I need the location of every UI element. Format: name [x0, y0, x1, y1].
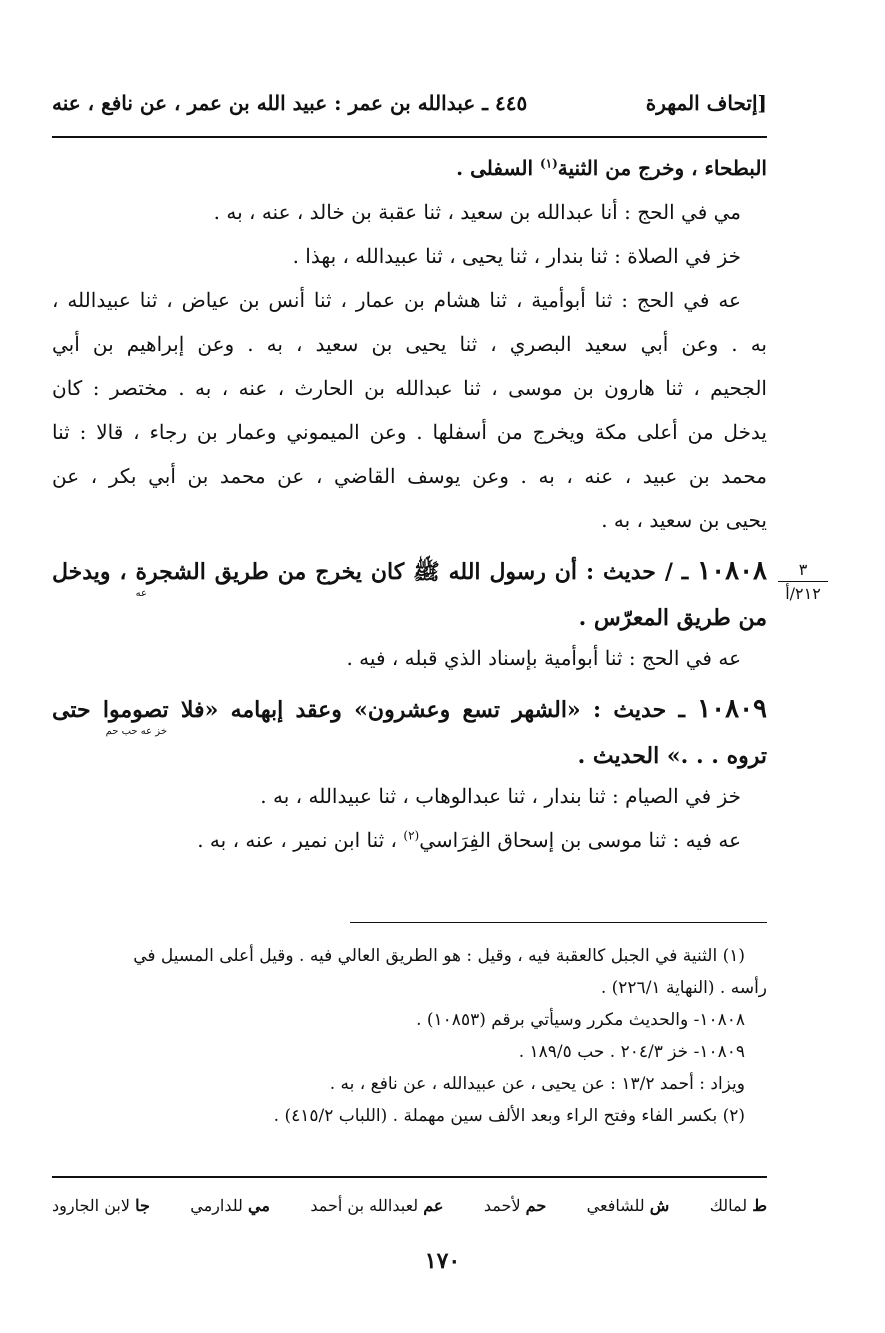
legend-item: مي للدارمي	[190, 1195, 270, 1215]
footnote: رأسه . (النهاية ٢٢٦/١) .	[600, 978, 767, 998]
margin-volume: ٣	[798, 560, 808, 579]
hadith-heading: ١٠٨٠٩ ـ حديث : «الشهر تسع وعشرون» وعقد إبهامه «فلا تصوموا حتى	[52, 694, 767, 724]
sigla: خز عه حب حم	[105, 726, 167, 737]
hadith-heading: ١٠٨٠٨ ـ / حديث : أن رسول الله ﷺ كان يخرج من طريق الشجرة ، ويدخل	[52, 556, 767, 586]
margin-divider	[778, 581, 828, 582]
margin-folio: ٢١٢/أ	[785, 584, 821, 603]
footnote-ref[interactable]: (٢)	[403, 828, 420, 843]
footnotes	[52, 940, 767, 1132]
source-line: عه فيه : ثنا موسى بن إسحاق الفِرَاسي$^{(٢)}$ ، ثنا ابن نمير ، عنه ، به .	[197, 828, 741, 852]
text-line: خز في الصلاة : ثنا بندار ، ثنا يحيى ، ثنا عبيدالله ، بهذا .	[292, 244, 741, 268]
sigla: عه	[135, 588, 147, 599]
hadith-continuation: من طريق المعرّس .	[578, 605, 767, 631]
footnote: ١٠٨٠٨- والحديث مكرر وسيأتي برقم (١٠٨٥٣) .	[416, 1010, 745, 1030]
text-line: يحيى بن سعيد ، به .	[601, 508, 767, 532]
legend-item: عم لعبدالله بن أحمد	[310, 1195, 444, 1215]
page-number: ١٧٠	[424, 1248, 461, 1274]
hadith-number: ١٠٨٠٩	[697, 694, 767, 724]
main-text	[52, 146, 767, 862]
footnote: (٢) بكسر الفاء وفتح الراء وبعد الألف سين مهملة . (اللباب ٤١٥/٢) .	[273, 1106, 745, 1126]
legend-item: ش للشافعي	[586, 1195, 670, 1215]
legend-rule	[52, 1176, 767, 1178]
legend-item: جا لابن الجارود	[52, 1195, 150, 1215]
footnote: ١٠٨٠٩- خز ٢٠٤/٣ . حب ١٨٩/٥ .	[518, 1042, 745, 1062]
legend-item: حم لأحمد	[483, 1195, 547, 1215]
footnote: ويزاد : أحمد ١٣/٢ : عن يحيى ، عن عبيدالله ، عن نافع ، به .	[329, 1074, 745, 1094]
hadith-continuation: تروه . . .» الحديث .	[577, 743, 767, 769]
source-line: عه في الحج : ثنا أبوأمية بإسناد الذي قبله ، فيه .	[346, 646, 741, 670]
text-line: محمد بن عبيد ، عنه ، به . وعن يوسف القاضي ، عن محمد بن أبي بكر ، عن	[52, 464, 767, 488]
legend-item: ط لمالك	[709, 1195, 767, 1215]
running-header	[52, 86, 767, 120]
abbreviation-legend	[52, 1190, 767, 1220]
chapter-title: ٤٤٥ ـ عبدالله بن عمر : عبيد الله بن عمر ، عن نافع ، عنه	[52, 91, 528, 115]
text-line: مي في الحج : أنا عبدالله بن سعيد ، ثنا عقبة بن خالد ، عنه ، به .	[213, 200, 741, 224]
source-line: خز في الصيام : ثنا بندار ، ثنا عبدالوهاب ، ثنا عبيدالله ، به .	[260, 784, 741, 808]
footnote-ref[interactable]: (١)	[539, 156, 558, 171]
text-line: عه في الحج : ثنا أبوأمية ، ثنا هشام بن عمار ، ثنا أنس بن عياض ، ثنا عبيدالله ،	[52, 288, 741, 312]
footnote-rule	[350, 922, 767, 923]
text-line: يدخل من أعلى مكة ويخرج من أسفلها . وعن الميموني وعمار بن رجاء ، قالا : ثنا	[52, 420, 767, 444]
hadith-number: ١٠٨٠٨	[697, 556, 767, 586]
text-line: الجحيم ، ثنا هارون بن موسى ، ثنا عبدالله بن الحارث ، عنه ، به . مختصر : كان	[52, 376, 767, 400]
header-rule	[52, 136, 767, 138]
text-line: به . وعن أبي سعيد البصري ، ثنا يحيى بن سعيد ، به . وعن إبراهيم بن أبي	[52, 332, 767, 356]
margin-note	[778, 560, 828, 603]
book-title: [إتحاف المهرة	[645, 91, 767, 115]
text-line: البطحاء ، وخرج من الثنية$^{(١)}$ السفلى .	[456, 156, 767, 180]
footnote: (١) الثنية في الجبل كالعقبة فيه ، وقيل : هو الطريق العالي فيه . وقيل أعلى المسيل في	[133, 946, 745, 966]
